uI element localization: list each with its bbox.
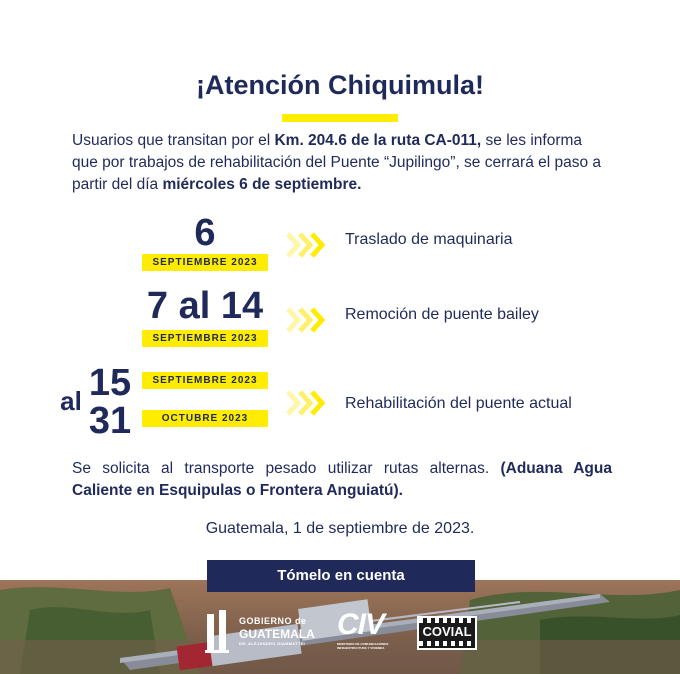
chevrons-icon [284,303,334,337]
covial-stripes [419,641,475,646]
step-2-label: Remoción de puente bailey [345,306,539,323]
covial-logo-box [417,616,477,650]
gobierno-logo-line2: GUATEMALA [239,627,315,641]
step-2-month: SEPTIEMBRE 2023 [142,330,268,347]
step-3-connector: al [60,386,82,416]
intro-location: Km. 204.6 de la ruta CA-011, [274,132,482,149]
step-3-label: Rehabilitación del puente actual [345,395,572,412]
step-1-date: 6 [194,212,216,254]
intro-text-2: se les informa que por trabajos de rehabilitación del Puente “Jupilingo”, se cerrará el paso a partir del día [72,132,602,193]
step-3-date-from: 15 [88,362,132,404]
alternate-routes-note [72,458,612,502]
step-3-date-to: 31 [88,400,132,442]
gobierno-emblem-icon [205,610,235,654]
step-3-month-to: OCTUBRE 2023 [142,410,268,427]
step-1-month: SEPTIEMBRE 2023 [142,254,268,271]
step-1-label: Traslado de maquinaria [345,231,513,248]
chevrons-icon [284,386,334,420]
intro-paragraph [72,130,612,196]
dateline: Guatemala, 1 de septiembre de 2023. [205,520,475,537]
intro-text-1: Usuarios que transitan por el [72,132,275,149]
gobierno-logo-line1: GOBIERNO de [239,616,307,626]
chevrons-icon [284,228,334,262]
civ-logo: CIV [337,608,385,641]
note-routes: (Aduana Agua Caliente en Esquipulas o Frontera Anguiatú). [72,460,612,499]
civ-logo-subtitle: MINISTERIO DE COMUNICACIONES INFRAESTRUCTURA Y VIVIENDA [337,642,389,650]
step-2-date: 7 al 14 [146,285,264,327]
page-title: ¡Atención Chiquimula! [196,70,484,100]
covial-logo: COVIAL [422,624,472,639]
sponsor-logos [205,606,485,658]
step-3-month-from: SEPTIEMBRE 2023 [142,372,268,389]
note-text: Se solicita al transporte pesado utilizar rutas alternas. [72,460,501,477]
title-underline [282,114,398,122]
intro-start-date: miércoles 6 de septiembre. [162,176,362,193]
gobierno-logo-line3: DR. ALEJANDRO GIAMMATTEI [239,641,306,646]
take-note-banner: Tómelo en cuenta [207,560,475,592]
